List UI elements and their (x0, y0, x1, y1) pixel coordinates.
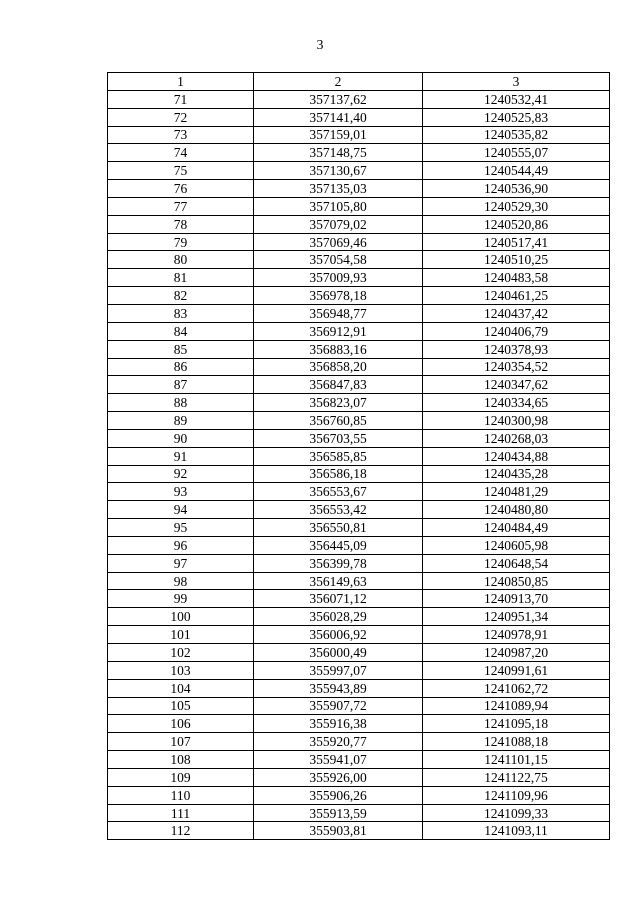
point-number-cell: 109 (108, 768, 254, 786)
y-coordinate-cell: 1241062,72 (423, 679, 610, 697)
table-row (108, 108, 610, 126)
y-coordinate-cell: 1240555,07 (423, 144, 610, 162)
table-row (108, 697, 610, 715)
table-row (108, 304, 610, 322)
x-coordinate-cell: 356553,67 (254, 483, 423, 501)
y-coordinate-cell: 1241122,75 (423, 768, 610, 786)
point-number-cell: 99 (108, 590, 254, 608)
point-number-cell: 111 (108, 804, 254, 822)
page-number: 3 (316, 38, 324, 53)
y-coordinate-cell: 1240480,80 (423, 501, 610, 519)
y-coordinate-cell: 1240648,54 (423, 554, 610, 572)
table-row (108, 269, 610, 287)
y-coordinate-cell: 1241088,18 (423, 733, 610, 751)
header-cell-1: 1 (108, 73, 254, 91)
table-row (108, 608, 610, 626)
y-coordinate-cell: 1240978,91 (423, 626, 610, 644)
y-coordinate-cell: 1240378,93 (423, 340, 610, 358)
y-coordinate-cell: 1240435,28 (423, 465, 610, 483)
x-coordinate-cell: 355906,26 (254, 786, 423, 804)
point-number-cell: 79 (108, 233, 254, 251)
x-coordinate-cell: 356585,85 (254, 447, 423, 465)
x-coordinate-cell: 356823,07 (254, 394, 423, 412)
y-coordinate-cell: 1240951,34 (423, 608, 610, 626)
y-coordinate-cell: 1241109,96 (423, 786, 610, 804)
table-row (108, 626, 610, 644)
y-coordinate-cell: 1240300,98 (423, 412, 610, 430)
point-number-cell: 94 (108, 501, 254, 519)
table-row (108, 644, 610, 662)
x-coordinate-cell: 357009,93 (254, 269, 423, 287)
point-number-cell: 104 (108, 679, 254, 697)
table-row (108, 358, 610, 376)
y-coordinate-cell: 1240334,65 (423, 394, 610, 412)
point-number-cell: 110 (108, 786, 254, 804)
table-row (108, 144, 610, 162)
point-number-cell: 84 (108, 322, 254, 340)
y-coordinate-cell: 1240525,83 (423, 108, 610, 126)
x-coordinate-cell: 355907,72 (254, 697, 423, 715)
table-row (108, 519, 610, 537)
x-coordinate-cell: 356978,18 (254, 287, 423, 305)
header-cell-3: 3 (423, 73, 610, 91)
x-coordinate-cell: 356847,83 (254, 376, 423, 394)
point-number-cell: 108 (108, 751, 254, 769)
x-coordinate-cell: 357135,03 (254, 180, 423, 198)
point-number-cell: 73 (108, 126, 254, 144)
table-row (108, 679, 610, 697)
table-row (108, 715, 610, 733)
point-number-cell: 105 (108, 697, 254, 715)
point-number-cell: 86 (108, 358, 254, 376)
header-cell-2: 2 (254, 73, 423, 91)
y-coordinate-cell: 1240347,62 (423, 376, 610, 394)
y-coordinate-cell: 1240605,98 (423, 536, 610, 554)
y-coordinate-cell: 1240354,52 (423, 358, 610, 376)
y-coordinate-cell: 1241101,15 (423, 751, 610, 769)
table-header-row (108, 73, 610, 91)
point-number-cell: 72 (108, 108, 254, 126)
x-coordinate-cell: 355913,59 (254, 804, 423, 822)
x-coordinate-cell: 357079,02 (254, 215, 423, 233)
x-coordinate-cell: 355920,77 (254, 733, 423, 751)
table-row (108, 501, 610, 519)
point-number-cell: 103 (108, 661, 254, 679)
table-row (108, 536, 610, 554)
point-number-cell: 74 (108, 144, 254, 162)
table-row (108, 90, 610, 108)
x-coordinate-cell: 356912,91 (254, 322, 423, 340)
y-coordinate-cell: 1240484,49 (423, 519, 610, 537)
coordinates-table-body (108, 73, 610, 840)
point-number-cell: 78 (108, 215, 254, 233)
table-row (108, 572, 610, 590)
table-row (108, 590, 610, 608)
table-row (108, 162, 610, 180)
y-coordinate-cell: 1241095,18 (423, 715, 610, 733)
x-coordinate-cell: 357141,40 (254, 108, 423, 126)
y-coordinate-cell: 1240406,79 (423, 322, 610, 340)
point-number-cell: 102 (108, 644, 254, 662)
x-coordinate-cell: 356550,81 (254, 519, 423, 537)
y-coordinate-cell: 1240991,61 (423, 661, 610, 679)
y-coordinate-cell: 1240483,58 (423, 269, 610, 287)
x-coordinate-cell: 357137,62 (254, 90, 423, 108)
x-coordinate-cell: 357054,58 (254, 251, 423, 269)
x-coordinate-cell: 356553,42 (254, 501, 423, 519)
x-coordinate-cell: 356445,09 (254, 536, 423, 554)
point-number-cell: 88 (108, 394, 254, 412)
x-coordinate-cell: 356399,78 (254, 554, 423, 572)
table-row (108, 126, 610, 144)
table-row (108, 340, 610, 358)
table-row (108, 376, 610, 394)
y-coordinate-cell: 1241089,94 (423, 697, 610, 715)
table-row (108, 786, 610, 804)
point-number-cell: 107 (108, 733, 254, 751)
point-number-cell: 76 (108, 180, 254, 198)
point-number-cell: 82 (108, 287, 254, 305)
point-number-cell: 96 (108, 536, 254, 554)
point-number-cell: 80 (108, 251, 254, 269)
table-row (108, 287, 610, 305)
table-row (108, 447, 610, 465)
y-coordinate-cell: 1240268,03 (423, 429, 610, 447)
x-coordinate-cell: 355943,89 (254, 679, 423, 697)
table-row (108, 180, 610, 198)
table-row (108, 251, 610, 269)
y-coordinate-cell: 1240987,20 (423, 644, 610, 662)
point-number-cell: 93 (108, 483, 254, 501)
table-row (108, 483, 610, 501)
table-row (108, 751, 610, 769)
table-row (108, 554, 610, 572)
y-coordinate-cell: 1240461,25 (423, 287, 610, 305)
point-number-cell: 83 (108, 304, 254, 322)
point-number-cell: 81 (108, 269, 254, 287)
point-number-cell: 77 (108, 197, 254, 215)
x-coordinate-cell: 355941,07 (254, 751, 423, 769)
x-coordinate-cell: 355903,81 (254, 822, 423, 840)
x-coordinate-cell: 356586,18 (254, 465, 423, 483)
y-coordinate-cell: 1240517,41 (423, 233, 610, 251)
table-row (108, 768, 610, 786)
point-number-cell: 92 (108, 465, 254, 483)
point-number-cell: 101 (108, 626, 254, 644)
y-coordinate-cell: 1240532,41 (423, 90, 610, 108)
table-row (108, 394, 610, 412)
x-coordinate-cell: 356883,16 (254, 340, 423, 358)
point-number-cell: 91 (108, 447, 254, 465)
x-coordinate-cell: 356948,77 (254, 304, 423, 322)
table-row (108, 197, 610, 215)
y-coordinate-cell: 1240434,88 (423, 447, 610, 465)
point-number-cell: 89 (108, 412, 254, 430)
point-number-cell: 106 (108, 715, 254, 733)
y-coordinate-cell: 1240535,82 (423, 126, 610, 144)
y-coordinate-cell: 1240437,42 (423, 304, 610, 322)
point-number-cell: 87 (108, 376, 254, 394)
x-coordinate-cell: 357130,67 (254, 162, 423, 180)
y-coordinate-cell: 1240510,25 (423, 251, 610, 269)
table-row (108, 412, 610, 430)
table-row (108, 322, 610, 340)
x-coordinate-cell: 357159,01 (254, 126, 423, 144)
table-row (108, 661, 610, 679)
y-coordinate-cell: 1240529,30 (423, 197, 610, 215)
y-coordinate-cell: 1240913,70 (423, 590, 610, 608)
point-number-cell: 85 (108, 340, 254, 358)
x-coordinate-cell: 355997,07 (254, 661, 423, 679)
x-coordinate-cell: 356028,29 (254, 608, 423, 626)
y-coordinate-cell: 1240850,85 (423, 572, 610, 590)
point-number-cell: 98 (108, 572, 254, 590)
point-number-cell: 71 (108, 90, 254, 108)
x-coordinate-cell: 356000,49 (254, 644, 423, 662)
x-coordinate-cell: 356006,92 (254, 626, 423, 644)
table-row (108, 804, 610, 822)
point-number-cell: 75 (108, 162, 254, 180)
x-coordinate-cell: 357069,46 (254, 233, 423, 251)
x-coordinate-cell: 357105,80 (254, 197, 423, 215)
coordinates-table (107, 72, 610, 840)
point-number-cell: 97 (108, 554, 254, 572)
x-coordinate-cell: 356858,20 (254, 358, 423, 376)
y-coordinate-cell: 1240544,49 (423, 162, 610, 180)
table-row (108, 429, 610, 447)
y-coordinate-cell: 1240536,90 (423, 180, 610, 198)
point-number-cell: 90 (108, 429, 254, 447)
x-coordinate-cell: 357148,75 (254, 144, 423, 162)
x-coordinate-cell: 355916,38 (254, 715, 423, 733)
point-number-cell: 100 (108, 608, 254, 626)
x-coordinate-cell: 356149,63 (254, 572, 423, 590)
y-coordinate-cell: 1240481,29 (423, 483, 610, 501)
table-row (108, 733, 610, 751)
point-number-cell: 95 (108, 519, 254, 537)
point-number-cell: 112 (108, 822, 254, 840)
table-row (108, 215, 610, 233)
y-coordinate-cell: 1241093,11 (423, 822, 610, 840)
x-coordinate-cell: 356071,12 (254, 590, 423, 608)
table-row (108, 233, 610, 251)
x-coordinate-cell: 356760,85 (254, 412, 423, 430)
x-coordinate-cell: 355926,00 (254, 768, 423, 786)
y-coordinate-cell: 1241099,33 (423, 804, 610, 822)
table-row (108, 822, 610, 840)
table-row (108, 465, 610, 483)
x-coordinate-cell: 356703,55 (254, 429, 423, 447)
y-coordinate-cell: 1240520,86 (423, 215, 610, 233)
